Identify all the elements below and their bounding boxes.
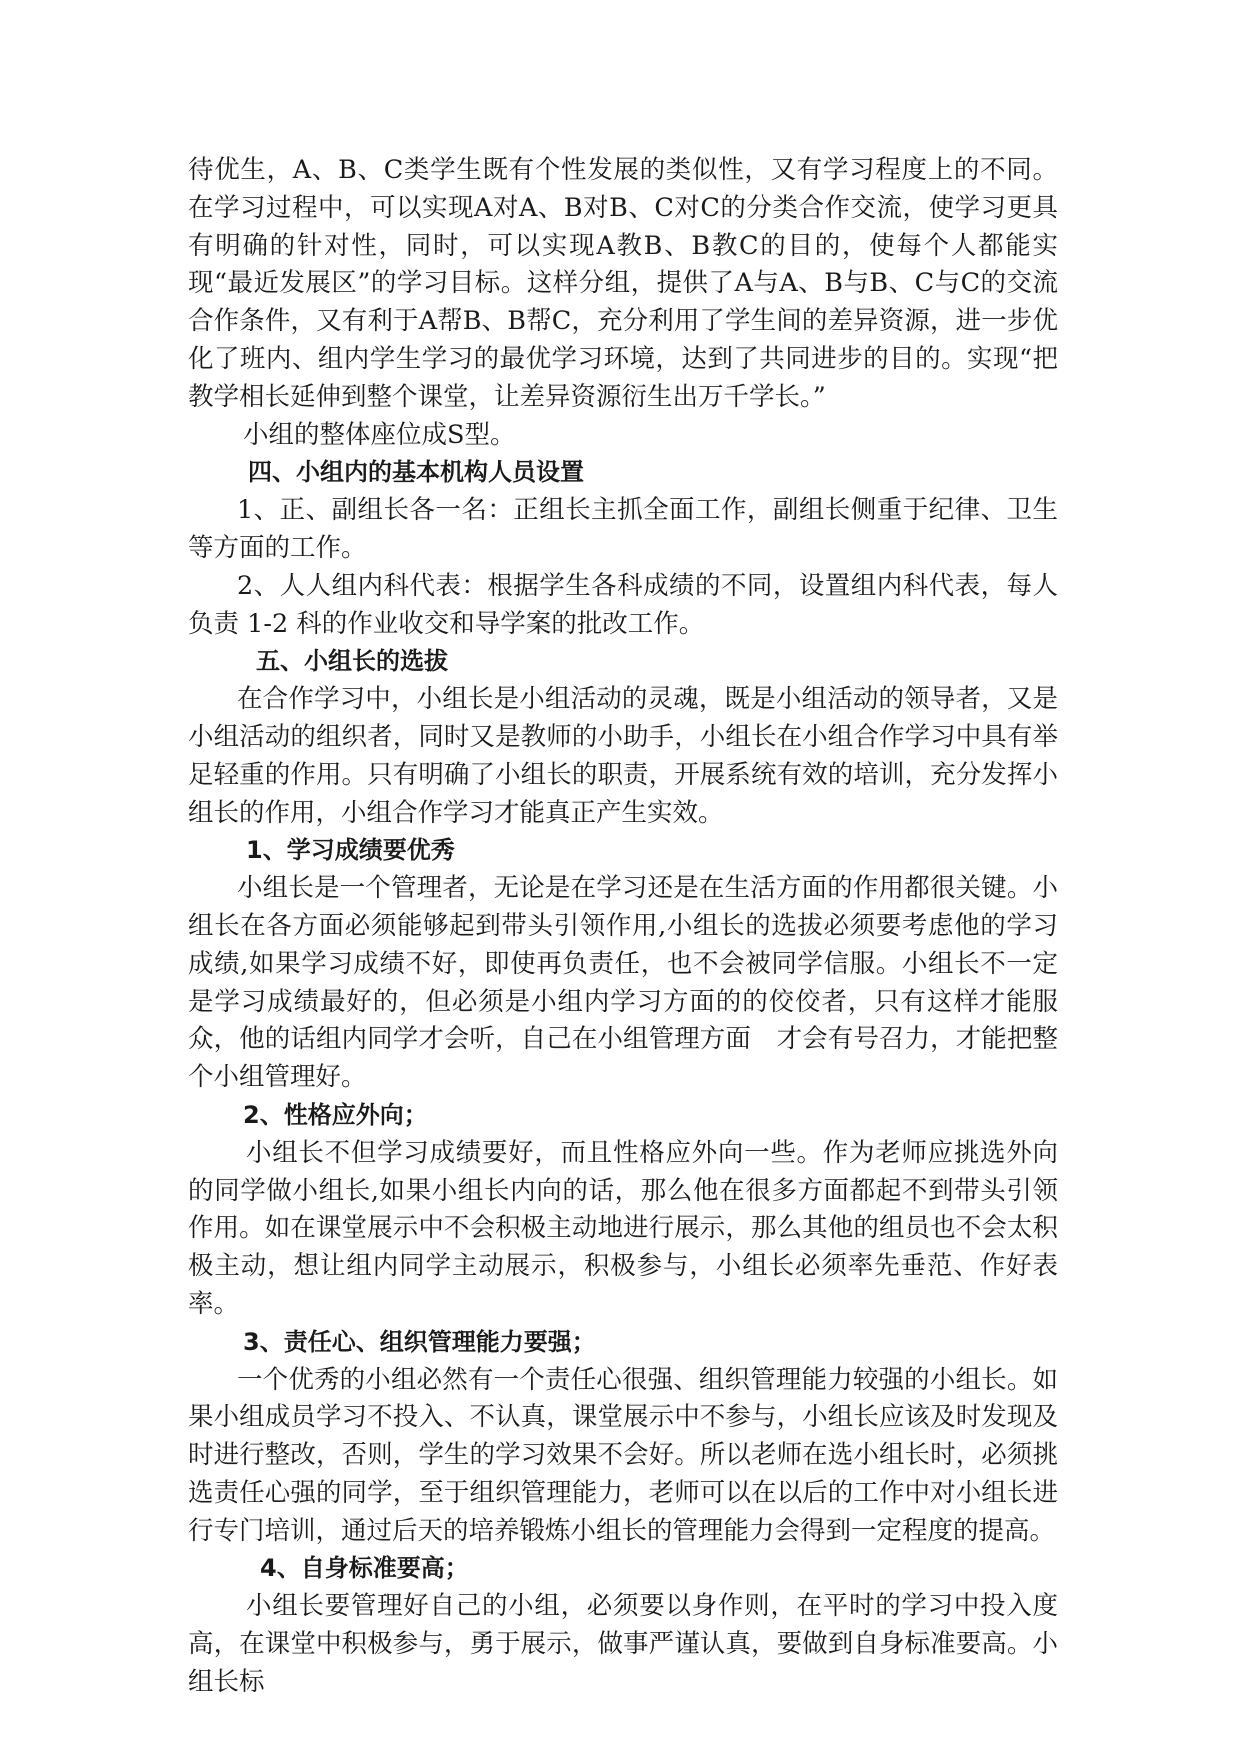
heading-criterion-4: 4、自身标准要高；: [260, 1554, 469, 1583]
paragraph-criterion-3: 一个优秀的小组必然有一个责任心很强、组织管理能力较强的小组长。如果小组成员学习不投入、不认真，课堂展示中不参与，小组长应该及时发现及时进行整改，否则，学生的学习效果不会好。所以老师在选小组长时，必须挑选责任心强的同学，至于组织管理能力，老师可以在以后的工作中对小组长进行专门培训，通过后天的培养锻炼小组长的管理能力会得到一定程度的提高。: [188, 1364, 1058, 1546]
heading-criterion-3: 3、责任心、组织管理能力要强；: [243, 1327, 596, 1356]
heading-criterion-2: 2、性格应外向；: [243, 1100, 428, 1129]
heading-criterion-1: 1、学习成绩要优秀: [246, 836, 455, 865]
document-page: [188, 152, 1058, 1702]
heading-section-5: 五、小组长的选拔: [256, 647, 448, 676]
paragraph-leaders: 1、正、副组长各一名：正组长主抓全面工作，副组长侧重于纪律、卫生等方面的工作。: [188, 495, 1058, 563]
paragraph-criterion-4: 小组长要管理好自己的小组，必须要以身作则，在平时的学习中投入度高，在课堂中积极参与，勇于展示，做事严谨认真，要做到自身标准要高。小组长标: [188, 1591, 1058, 1697]
paragraph-criterion-1: 小组长是一个管理者，无论是在学习还是在生活方面的作用都很关键。小组长在各方面必须能够起到带头引领作用,小组长的选拔必须要考虑他的学习成绩,如果学习成绩不好，即使再负责任，也不会被同学信服。小组长不一定是学习成绩最好的，但必须是小组内学习方面的的佼佼者，只有这样才能服众，他的话组内同学才会听，自己在小组管理方面 才会有号召力，才能把整个小组管理好。: [188, 873, 1058, 1093]
paragraph-grouping-rationale: 待优生，A、B、C类学生既有个性发展的类似性，又有学习程度上的不同。在学习过程中，可以实现A对A、B对B、C对C的分类合作交流，使学习更具有明确的针对性，同时，可以实现A教B、B教C的目的，使每个人都能实现“最近发展区”的学习目标。这样分组，提供了A与A、B与B、C与C的交流合作条件，又有利于A帮B、B帮C，充分利用了学生间的差异资源，进一步优化了班内、组内学生学习的最优学习环境，达到了共同进步的目的。实现“把教学相长延伸到整个课堂，让差异资源衍生出万千学长。”: [188, 155, 1058, 412]
paragraph-subject-reps: 2、人人组内科代表：根据学生各科成绩的不同，设置组内科代表，每人负责 1-2 科的作业收交和导学案的批改工作。: [188, 570, 1058, 639]
heading-section-4: 四、小组内的基本机构人员设置: [248, 458, 584, 487]
paragraph-leader-role: 在合作学习中，小组长是小组活动的灵魂，既是小组活动的领导者，又是小组活动的组织者，同时又是教师的小助手，小组长在小组合作学习中具有举足轻重的作用。只有明确了小组长的职责，开展系统有效的培训，充分发挥小组长的作用，小组合作学习才能真正产生实效。: [188, 684, 1058, 828]
paragraph-seating: 小组的整体座位成S型。: [243, 419, 516, 450]
paragraph-criterion-2: 小组长不但学习成绩要好，而且性格应外向一些。作为老师应挑选外向的同学做小组长,如果小组长内向的话，那么他在很多方面都起不到带头引领作用。如在课堂展示中不会积极主动地进行展示，那么其他的组员也不会太积极主动，想让组内同学主动展示，积极参与，小组长必须率先垂范、作好表率。: [188, 1137, 1058, 1319]
